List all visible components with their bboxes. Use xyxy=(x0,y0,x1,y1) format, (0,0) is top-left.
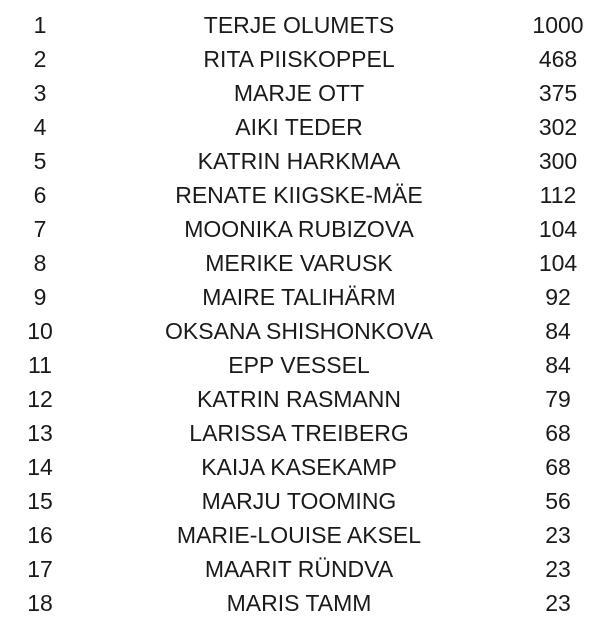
name-cell: RITA PIISKOPPEL xyxy=(203,46,395,72)
points-cell: 92 xyxy=(545,284,571,310)
table-row xyxy=(0,314,604,348)
name-cell: EPP VESSEL xyxy=(228,352,370,378)
rank-cell: 14 xyxy=(27,454,53,480)
table-row xyxy=(0,246,604,280)
name-cell: TERJE OLUMETS xyxy=(203,12,395,38)
rank-cell: 6 xyxy=(33,182,47,208)
name-cell: KATRIN RASMANN xyxy=(196,386,402,412)
points-cell: 56 xyxy=(545,488,571,514)
table-row xyxy=(0,450,604,484)
table-row xyxy=(0,144,604,178)
table-row xyxy=(0,280,604,314)
rank-cell: 18 xyxy=(27,590,53,616)
table-row xyxy=(0,8,604,42)
name-cell: MARIE-LOUISE AKSEL xyxy=(176,522,422,548)
points-cell: 79 xyxy=(545,386,571,412)
table-row xyxy=(0,484,604,518)
name-cell: AIKI TEDER xyxy=(235,114,363,140)
table-row xyxy=(0,76,604,110)
points-cell: 68 xyxy=(545,454,571,480)
rank-cell: 7 xyxy=(33,216,47,242)
points-cell: 468 xyxy=(538,46,578,72)
points-cell: 23 xyxy=(545,556,571,582)
table-row xyxy=(0,552,604,586)
rank-cell: 15 xyxy=(27,488,53,514)
rank-cell: 11 xyxy=(28,352,52,378)
name-cell: RENATE KIIGSKE-MÄE xyxy=(175,182,423,208)
rank-cell: 10 xyxy=(27,318,53,344)
rank-cell: 13 xyxy=(27,420,53,446)
table-row xyxy=(0,518,604,552)
points-cell: 375 xyxy=(538,80,578,106)
table-row xyxy=(0,110,604,144)
name-cell: LARISSA TREIBERG xyxy=(189,420,409,446)
name-cell: MAIRE TALIHÄRM xyxy=(202,284,396,310)
rank-cell: 12 xyxy=(27,386,53,412)
table-row xyxy=(0,382,604,416)
points-cell: 104 xyxy=(538,250,578,276)
name-cell: MAARIT RÜNDVA xyxy=(204,556,394,582)
rank-cell: 2 xyxy=(33,46,47,72)
table-row xyxy=(0,178,604,212)
points-cell: 84 xyxy=(545,352,571,378)
rank-cell: 3 xyxy=(33,80,47,106)
table-row xyxy=(0,42,604,76)
table-row xyxy=(0,348,604,382)
name-cell: MARJU TOOMING xyxy=(201,488,397,514)
rank-cell: 1 xyxy=(33,12,47,38)
rank-cell: 17 xyxy=(27,556,53,582)
name-cell: MARJE OTT xyxy=(233,80,365,106)
points-cell: 23 xyxy=(545,590,571,616)
name-cell: KAIJA KASEKAMP xyxy=(201,454,397,480)
name-cell: OKSANA SHISHONKOVA xyxy=(165,318,433,344)
rank-cell: 9 xyxy=(33,284,47,310)
rank-cell: 5 xyxy=(33,148,47,174)
name-cell: MERIKE VARUSK xyxy=(205,250,393,276)
points-cell: 68 xyxy=(545,420,571,446)
points-cell: 84 xyxy=(545,318,571,344)
table-row xyxy=(0,212,604,246)
points-cell: 112 xyxy=(539,182,577,208)
points-cell: 302 xyxy=(538,114,578,140)
table-row xyxy=(0,586,604,620)
name-cell: MOONIKA RUBIZOVA xyxy=(184,216,414,242)
name-cell: KATRIN HARKMAA xyxy=(197,148,401,174)
points-cell: 1000 xyxy=(532,12,584,38)
rank-cell: 4 xyxy=(33,114,47,140)
rank-cell: 8 xyxy=(33,250,47,276)
table-row xyxy=(0,416,604,450)
points-cell: 300 xyxy=(538,148,578,174)
name-cell: MARIS TAMM xyxy=(226,590,372,616)
points-cell: 104 xyxy=(538,216,578,242)
rank-cell: 16 xyxy=(27,522,53,548)
points-cell: 23 xyxy=(545,522,571,548)
